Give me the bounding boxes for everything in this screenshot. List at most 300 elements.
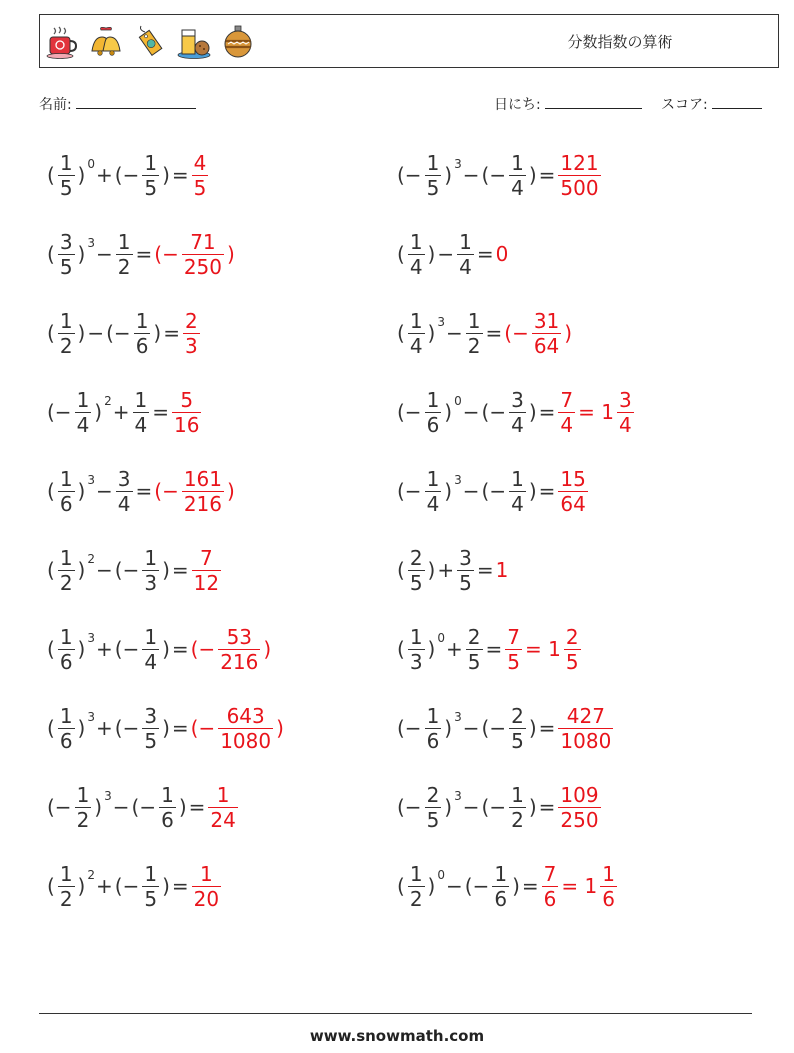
math-symbol: ) bbox=[444, 163, 453, 187]
denominator: 6 bbox=[59, 649, 73, 674]
fraction bbox=[218, 704, 273, 753]
math-symbol: = bbox=[171, 637, 189, 661]
problem-item bbox=[46, 774, 240, 840]
exponent: 3 bbox=[454, 789, 462, 803]
fraction bbox=[457, 546, 474, 595]
answer bbox=[170, 388, 203, 437]
fraction bbox=[558, 783, 600, 832]
math-symbol: ( bbox=[47, 874, 55, 898]
math-symbol: (− bbox=[481, 716, 507, 740]
answer bbox=[181, 309, 202, 358]
answer bbox=[503, 309, 573, 358]
numerator: 1 bbox=[511, 466, 524, 491]
math-symbol: − bbox=[462, 795, 480, 819]
math-symbol: ) bbox=[427, 321, 436, 345]
numerator: 1 bbox=[59, 624, 73, 649]
numerator: 1 bbox=[144, 545, 158, 570]
math-symbol: = 1 bbox=[525, 637, 561, 661]
fraction bbox=[172, 388, 201, 437]
answer bbox=[556, 388, 635, 437]
denominator: 12 bbox=[193, 570, 220, 595]
numerator: 1 bbox=[511, 150, 524, 175]
math-symbol: ) bbox=[94, 400, 103, 424]
numerator: 427 bbox=[566, 703, 605, 728]
fraction bbox=[133, 388, 150, 437]
fraction bbox=[617, 388, 634, 437]
numerator: 1 bbox=[200, 861, 213, 886]
denominator: 6 bbox=[543, 886, 557, 911]
fraction bbox=[425, 704, 442, 753]
denominator: 5 bbox=[193, 175, 207, 200]
denominator: 4 bbox=[409, 333, 423, 358]
denominator: 4 bbox=[76, 412, 90, 437]
problem-item bbox=[46, 379, 203, 445]
math-symbol: = bbox=[188, 795, 206, 819]
math-symbol: ( bbox=[397, 637, 405, 661]
fraction bbox=[466, 625, 483, 674]
math-symbol: (− bbox=[464, 874, 490, 898]
denominator: 2 bbox=[511, 807, 524, 832]
exponent: 0 bbox=[437, 631, 445, 645]
answer bbox=[556, 783, 602, 832]
math-symbol: ) bbox=[77, 163, 86, 187]
fraction bbox=[425, 783, 442, 832]
math-symbol: − bbox=[112, 795, 130, 819]
math-symbol: ) bbox=[276, 716, 284, 740]
denominator: 5 bbox=[426, 175, 440, 200]
math-symbol: (− bbox=[131, 795, 157, 819]
math-symbol: = bbox=[135, 479, 153, 503]
denominator: 5 bbox=[409, 570, 423, 595]
fraction bbox=[182, 467, 224, 516]
denominator: 250 bbox=[183, 254, 223, 279]
math-symbol: ) bbox=[178, 795, 187, 819]
numerator: 1 bbox=[409, 624, 423, 649]
math-symbol: ) bbox=[427, 242, 436, 266]
numerator: 53 bbox=[226, 624, 253, 649]
math-symbol: ) bbox=[444, 795, 453, 819]
denominator: 250 bbox=[560, 807, 599, 832]
numerator: 1 bbox=[467, 308, 481, 333]
numerator: 1 bbox=[216, 782, 230, 807]
numerator: 1 bbox=[134, 387, 148, 412]
problem-item bbox=[46, 695, 285, 761]
numerator: 71 bbox=[190, 229, 216, 254]
math-symbol: − bbox=[87, 321, 105, 345]
numerator: 1 bbox=[76, 387, 90, 412]
exponent: 0 bbox=[87, 157, 95, 171]
math-symbol: ( bbox=[397, 242, 405, 266]
denominator: 6 bbox=[135, 333, 149, 358]
math-symbol: (− bbox=[114, 716, 140, 740]
fraction bbox=[58, 309, 75, 358]
denominator: 5 bbox=[144, 175, 158, 200]
numerator: 1 bbox=[117, 229, 131, 254]
fraction bbox=[408, 230, 425, 279]
date-blank[interactable] bbox=[545, 95, 642, 109]
denominator: 6 bbox=[426, 728, 440, 753]
math-symbol: ) bbox=[263, 637, 272, 661]
math-symbol: + bbox=[96, 637, 113, 661]
math-symbol: ) bbox=[528, 479, 537, 503]
math-symbol: ( bbox=[47, 558, 55, 582]
fraction bbox=[408, 309, 425, 358]
math-symbol: ) bbox=[162, 163, 170, 187]
problem-item bbox=[46, 458, 236, 524]
fraction bbox=[558, 388, 575, 437]
denominator: 4 bbox=[618, 412, 632, 437]
numerator: 7 bbox=[200, 545, 213, 570]
fraction bbox=[457, 230, 474, 279]
denominator: 20 bbox=[193, 886, 220, 911]
math-symbol: − bbox=[462, 479, 480, 503]
denominator: 6 bbox=[602, 886, 615, 911]
numerator: 1 bbox=[59, 703, 73, 728]
fraction bbox=[542, 862, 559, 911]
math-symbol: (− bbox=[481, 479, 507, 503]
fraction bbox=[58, 230, 75, 279]
numerator: 31 bbox=[533, 308, 560, 333]
numerator: 643 bbox=[226, 703, 265, 728]
date-label: 日にち: bbox=[494, 97, 541, 113]
problem-item bbox=[396, 853, 619, 919]
math-symbol: ( bbox=[397, 558, 405, 582]
problem-item bbox=[46, 616, 272, 682]
denominator: 6 bbox=[59, 728, 73, 753]
fraction bbox=[408, 546, 425, 595]
math-symbol: ) bbox=[564, 321, 573, 345]
name-field[interactable] bbox=[39, 94, 196, 114]
numerator: 1 bbox=[135, 308, 149, 333]
math-symbol: − bbox=[437, 242, 455, 266]
math-symbol: = bbox=[163, 321, 180, 345]
denominator: 2 bbox=[59, 333, 73, 358]
fraction bbox=[75, 783, 92, 832]
math-symbol: (− bbox=[47, 795, 72, 819]
math-symbol: ) bbox=[512, 874, 520, 898]
math-symbol: = 1 bbox=[578, 400, 614, 424]
fraction bbox=[532, 309, 561, 358]
fraction bbox=[58, 151, 75, 200]
math-symbol: (− bbox=[114, 637, 140, 661]
fraction bbox=[142, 625, 159, 674]
numerator: 1 bbox=[602, 861, 615, 886]
math-symbol: (− bbox=[190, 716, 216, 740]
numerator: 2 bbox=[565, 624, 579, 649]
fraction bbox=[509, 783, 526, 832]
math-symbol: ) bbox=[77, 637, 86, 661]
math-symbol: ) bbox=[528, 795, 537, 819]
milk-and-cookies-icon bbox=[176, 24, 212, 60]
denominator: 3 bbox=[185, 333, 198, 358]
fraction bbox=[425, 151, 442, 200]
score-label: スコア: bbox=[661, 97, 708, 113]
fraction bbox=[208, 783, 237, 832]
fraction bbox=[509, 467, 526, 516]
fraction bbox=[192, 862, 221, 911]
math-symbol: = bbox=[135, 242, 153, 266]
math-symbol: ) bbox=[94, 795, 103, 819]
math-symbol: = bbox=[171, 163, 189, 187]
denominator: 4 bbox=[409, 254, 423, 279]
denominator: 1080 bbox=[560, 728, 612, 753]
numerator: 1 bbox=[144, 861, 158, 886]
answer bbox=[540, 862, 619, 911]
math-symbol: (− bbox=[397, 163, 422, 187]
problem-item bbox=[46, 853, 223, 919]
problem-item bbox=[396, 221, 509, 287]
exponent: 3 bbox=[454, 710, 462, 724]
denominator: 5 bbox=[507, 649, 520, 674]
fraction bbox=[75, 388, 92, 437]
numerator: 1 bbox=[426, 387, 440, 412]
exponent: 2 bbox=[104, 394, 112, 408]
denominator: 4 bbox=[511, 175, 524, 200]
math-symbol: (− bbox=[397, 795, 422, 819]
numerator: 121 bbox=[560, 150, 599, 175]
numerator: 1 bbox=[59, 466, 73, 491]
answer bbox=[556, 151, 602, 200]
math-symbol: = 1 bbox=[561, 874, 598, 898]
math-symbol: = bbox=[476, 558, 494, 582]
math-symbol: ) bbox=[162, 716, 170, 740]
answer bbox=[503, 625, 582, 674]
numerator: 2 bbox=[426, 782, 440, 807]
fraction bbox=[425, 467, 442, 516]
numerator: 2 bbox=[467, 624, 481, 649]
fraction bbox=[558, 704, 613, 753]
math-symbol: (− bbox=[481, 795, 507, 819]
denominator: 5 bbox=[565, 649, 579, 674]
denominator: 6 bbox=[59, 491, 73, 516]
fraction bbox=[58, 862, 75, 911]
fraction bbox=[492, 862, 509, 911]
exponent: 3 bbox=[104, 789, 112, 803]
fraction bbox=[505, 625, 522, 674]
fraction bbox=[182, 230, 224, 279]
math-symbol: ) bbox=[427, 637, 436, 661]
numerator: 3 bbox=[459, 545, 472, 570]
math-symbol: − bbox=[96, 242, 113, 266]
math-symbol: ( bbox=[397, 321, 405, 345]
math-symbol: ) bbox=[427, 558, 436, 582]
denominator: 4 bbox=[144, 649, 158, 674]
math-symbol: = bbox=[152, 400, 170, 424]
denominator: 5 bbox=[467, 649, 481, 674]
numerator: 1 bbox=[59, 308, 73, 333]
fraction bbox=[134, 309, 151, 358]
numerator: 1 bbox=[426, 703, 440, 728]
problem-item bbox=[46, 537, 223, 603]
numerator: 1 bbox=[426, 466, 440, 491]
answer bbox=[556, 467, 589, 516]
math-symbol: (− bbox=[114, 874, 140, 898]
denominator: 4 bbox=[511, 412, 524, 437]
answer bbox=[190, 704, 285, 753]
score-field[interactable] bbox=[661, 94, 762, 114]
denominator: 2 bbox=[76, 807, 90, 832]
numerator: 2 bbox=[185, 308, 198, 333]
numerator: 7 bbox=[543, 861, 557, 886]
math-symbol: − bbox=[446, 321, 463, 345]
fraction bbox=[192, 546, 221, 595]
numerator: 2 bbox=[409, 545, 423, 570]
numerator: 2 bbox=[511, 703, 524, 728]
exponent: 3 bbox=[87, 710, 95, 724]
answer bbox=[190, 151, 211, 200]
fraction bbox=[58, 625, 75, 674]
math-symbol: ( bbox=[47, 321, 55, 345]
fraction bbox=[142, 546, 159, 595]
math-symbol: ) bbox=[528, 400, 537, 424]
math-symbol: ) bbox=[77, 321, 86, 345]
fraction bbox=[425, 388, 442, 437]
denominator: 2 bbox=[467, 333, 481, 358]
math-symbol: ( bbox=[47, 242, 55, 266]
math-symbol: (− bbox=[481, 400, 507, 424]
name-label: 名前: bbox=[39, 97, 72, 113]
numerator: 3 bbox=[59, 229, 73, 254]
score-blank[interactable] bbox=[712, 95, 762, 109]
answer bbox=[190, 546, 223, 595]
denominator: 5 bbox=[59, 175, 73, 200]
math-symbol: ) bbox=[227, 479, 235, 503]
fraction bbox=[142, 151, 159, 200]
answer bbox=[190, 625, 273, 674]
problem-item bbox=[396, 695, 615, 761]
numerator: 1 bbox=[494, 861, 508, 886]
numerator: 1 bbox=[511, 782, 524, 807]
numerator: 3 bbox=[117, 466, 131, 491]
denominator: 16 bbox=[174, 412, 200, 437]
date-field[interactable] bbox=[494, 94, 642, 114]
math-symbol: ) bbox=[77, 242, 86, 266]
denominator: 5 bbox=[459, 570, 472, 595]
math-symbol: + bbox=[437, 558, 455, 582]
denominator: 5 bbox=[426, 807, 440, 832]
answer bbox=[556, 704, 615, 753]
denominator: 2 bbox=[59, 886, 73, 911]
fraction bbox=[509, 388, 526, 437]
numerator: 1 bbox=[59, 545, 73, 570]
numerator: 1 bbox=[426, 150, 440, 175]
math-symbol: 1 bbox=[495, 558, 509, 582]
numerator: 5 bbox=[180, 387, 194, 412]
problem-item bbox=[396, 379, 636, 445]
exponent: 0 bbox=[437, 868, 445, 882]
fraction bbox=[142, 862, 159, 911]
math-symbol: ) bbox=[162, 558, 170, 582]
fraction bbox=[116, 230, 133, 279]
denominator: 3 bbox=[409, 649, 423, 674]
numerator: 1 bbox=[409, 308, 423, 333]
name-blank[interactable] bbox=[76, 95, 196, 109]
answer bbox=[190, 862, 223, 911]
math-symbol: ) bbox=[427, 874, 436, 898]
denominator: 216 bbox=[220, 649, 259, 674]
numerator: 7 bbox=[507, 624, 520, 649]
denominator: 1080 bbox=[220, 728, 272, 753]
denominator: 6 bbox=[161, 807, 174, 832]
denominator: 4 bbox=[134, 412, 148, 437]
math-symbol: ) bbox=[153, 321, 162, 345]
math-symbol: − bbox=[462, 163, 480, 187]
denominator: 2 bbox=[409, 886, 423, 911]
numerator: 3 bbox=[144, 703, 158, 728]
denominator: 64 bbox=[533, 333, 560, 358]
math-symbol: = bbox=[476, 242, 494, 266]
exponent: 3 bbox=[87, 473, 95, 487]
footer-url[interactable]: www.snowmath.com bbox=[309, 1027, 485, 1045]
footer-divider bbox=[39, 1013, 752, 1014]
fraction bbox=[58, 546, 75, 595]
math-symbol: ( bbox=[47, 163, 55, 187]
exponent: 3 bbox=[87, 631, 95, 645]
denominator: 6 bbox=[494, 886, 508, 911]
math-symbol: ) bbox=[444, 400, 453, 424]
gift-tag-icon bbox=[132, 24, 168, 60]
exponent: 2 bbox=[87, 868, 95, 882]
math-symbol: = bbox=[538, 400, 556, 424]
math-symbol: − bbox=[462, 716, 480, 740]
numerator: 1 bbox=[59, 150, 73, 175]
hot-cocoa-mug-icon bbox=[44, 24, 80, 60]
math-symbol: = bbox=[538, 795, 556, 819]
problem-item bbox=[396, 774, 603, 840]
problem-item bbox=[46, 300, 202, 366]
fraction bbox=[183, 309, 200, 358]
denominator: 6 bbox=[426, 412, 440, 437]
numerator: 109 bbox=[560, 782, 599, 807]
fraction bbox=[192, 151, 209, 200]
exponent: 3 bbox=[87, 236, 95, 250]
denominator: 4 bbox=[560, 412, 574, 437]
math-symbol: (− bbox=[504, 321, 529, 345]
math-symbol: = bbox=[171, 558, 189, 582]
worksheet-title: 分数指数の算術 bbox=[567, 33, 673, 51]
numerator: 1 bbox=[409, 229, 423, 254]
math-symbol: − bbox=[446, 874, 463, 898]
math-symbol: ) bbox=[77, 716, 86, 740]
numerator: 7 bbox=[560, 387, 574, 412]
math-symbol: = bbox=[538, 163, 556, 187]
math-symbol: = bbox=[521, 874, 539, 898]
answer bbox=[153, 230, 236, 279]
exponent: 3 bbox=[454, 157, 462, 171]
answer bbox=[206, 783, 239, 832]
math-symbol: ) bbox=[77, 874, 86, 898]
math-symbol: = bbox=[485, 637, 503, 661]
denominator: 4 bbox=[426, 491, 440, 516]
fraction bbox=[558, 467, 587, 516]
math-symbol: = bbox=[485, 321, 503, 345]
answer bbox=[153, 467, 236, 516]
denominator: 2 bbox=[59, 570, 73, 595]
math-symbol: ) bbox=[227, 242, 235, 266]
math-symbol: = bbox=[538, 716, 556, 740]
math-symbol: − bbox=[462, 400, 480, 424]
header-icons bbox=[44, 24, 256, 60]
fraction bbox=[142, 704, 159, 753]
numerator: 15 bbox=[560, 466, 586, 491]
math-symbol: (− bbox=[481, 163, 507, 187]
denominator: 24 bbox=[210, 807, 236, 832]
fraction bbox=[218, 625, 260, 674]
denominator: 216 bbox=[183, 491, 223, 516]
exponent: 2 bbox=[87, 552, 95, 566]
numerator: 3 bbox=[511, 387, 524, 412]
math-symbol: ) bbox=[444, 479, 453, 503]
